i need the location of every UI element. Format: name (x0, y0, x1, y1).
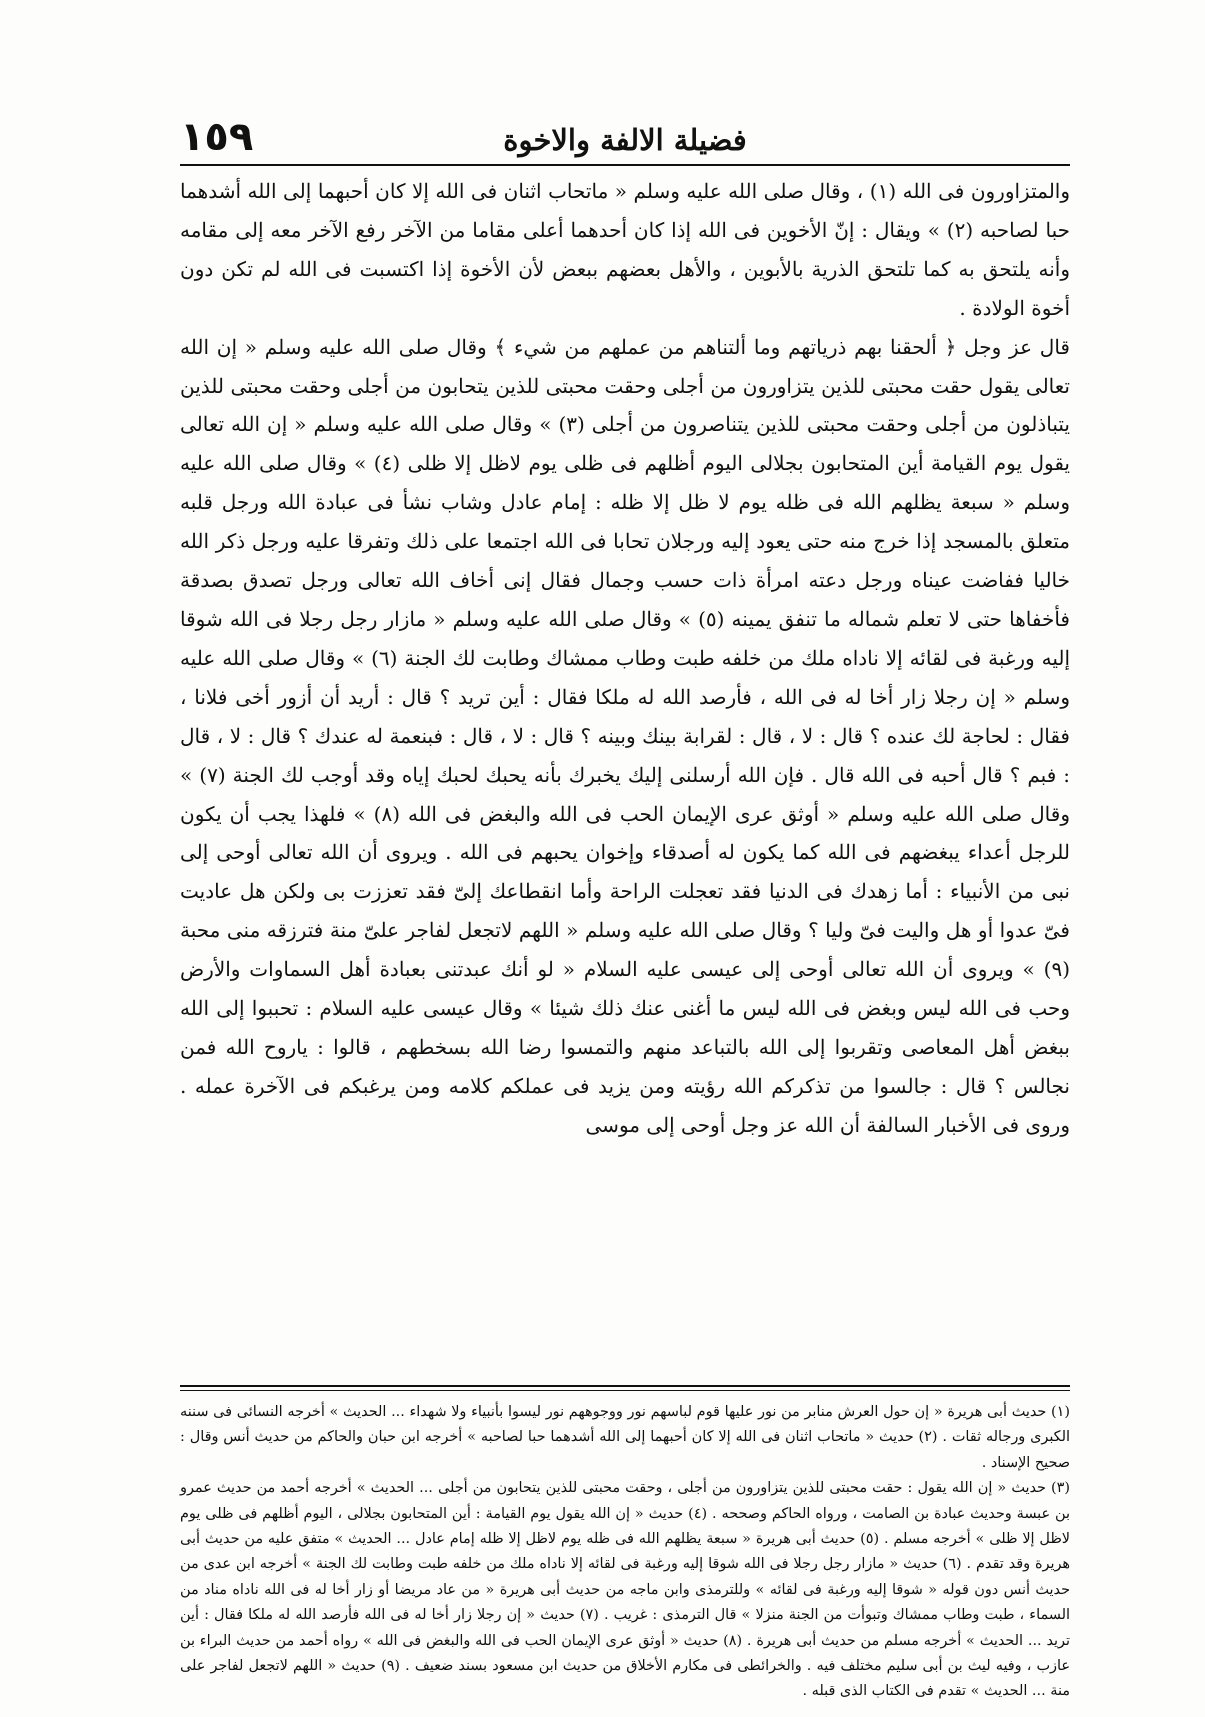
body-paragraph: والمتزاورون فى الله (١) ، وقال صلى الله عليه وسلم « ماتحاب اثنان فى الله إلا كان أحبهما إلى الله أشدهما حبا لصاحبه (٢) » ويقال : إنّ الأخوين فى الله إذا كان أحدهما أعلى مقاما من الآخر رفع الآخر معه إلى مقامه وأنه يلتحق به كما تلتحق الذرية بالأبوين ، والأهل بعضهم ببعض لأن الأخوة إذا اكتسبت فى الله لم تكن دون أخوة الولادة . (180, 179, 1070, 320)
page-title: فضيلة الالفة والاخوة (503, 123, 747, 157)
header-rule (180, 164, 1070, 166)
page-header (180, 114, 1070, 160)
page-number: ١٥٩ (180, 114, 254, 160)
footnotes (180, 1400, 1070, 1705)
body-paragraph: قال عز وجل ﴿ ألحقنا بهم ذرياتهم وما ألتناهم من عملهم من شيء ﴾ وقال صلى الله عليه وسلم « إن الله تعالى يقول حقت محبتى للذين يتزاورون من أجلى وحقت محبتى للذين يتحابون من أجلى وحقت محبتى للذين يتباذلون من أجلى وحقت محبتى للذين يتناصرون من أجلى (٣) » وقال صلى الله عليه وسلم « إن الله تعالى يقول يوم القيامة أين المتحابون بجلالى اليوم أظلهم فى ظلى يوم لاظل إلا ظلى (٤) » وقال صلى الله عليه وسلم « سبعة يظلهم الله فى ظله يوم لا ظل إلا ظله : إمام عادل وشاب نشأ فى عبادة الله ورجل قلبه متعلق بالمسجد إذا خرج منه حتى يعود إليه ورجلان تحابا فى الله اجتمعا على ذلك وتفرقا عليه ورجل ذكر الله خاليا ففاضت عيناه ورجل دعته امرأة ذات حسب وجمال فقال إنى أخاف الله تعالى ورجل تصدق بصدقة فأخفاها حتى لا تعلم شماله ما تنفق يمينه (٥) » وقال صلى الله عليه وسلم « مازار رجل رجلا فى الله شوقا إليه ورغبة فى لقائه إلا ناداه ملك من خلفه طبت وطاب ممشاك وطابت لك الجنة (٦) » وقال صلى الله عليه وسلم « إن رجلا زار أخا له فى الله ، فأرصد الله له ملكا فقال : أين تريد ؟ قال : أريد أن أزور أخى فلانا ، فقال : لحاجة لك عنده ؟ قال : لا ، قال : لقرابة بينك وبينه ؟ قال : لا ، قال : فبنعمة له عندك ؟ قال : لا ، قال : فبم ؟ قال أحبه فى الله قال . فإن الله أرسلنى إليك يخبرك بأنه يحبك لحبك إياه وقد أوجب لك الجنة (٧) » وقال صلى الله عليه وسلم « أوثق عرى الإيمان الحب فى الله والبغض فى الله (٨) » فلهذا يجب أن يكون للرجل أعداء يبغضهم فى الله كما يكون له أصدقاء وإخوان يحبهم فى الله . ويروى أن الله تعالى أوحى إلى نبى من الأنبياء : أما زهدك فى الدنيا فقد تعجلت الراحة وأما انقطاعك إلىّ فقد تعززت بى ولكن هل عاديت فىّ عدوا أو هل واليت فىّ وليا ؟ وقال صلى الله عليه وسلم « اللهم لاتجعل لفاجر علىّ منة فترزقه منى محبة (٩) » ويروى أن الله تعالى أوحى إلى عيسى عليه السلام « لو أنك عبدتنى بعبادة أهل السماوات والأرض وحب فى الله ليس وبغض فى الله ليس ما أغنى عنك ذلك شيئا » وقال عيسى عليه السلام : تحببوا إلى الله ببغض أهل المعاصى وتقربوا إلى الله بالتباعد منهم والتمسوا رضا الله بسخطهم ، قالوا : ياروح الله فمن نجالس ؟ قال : جالسوا من تذكركم الله رؤيته ومن يزيد فى عملكم كلامه ومن يرغبكم فى الآخرة عمله . وروى فى الأخبار السالفة أن الله عز وجل أوحى إلى موسى (180, 334, 1071, 1137)
footnote: (١) حديث أبى هريرة « إن حول العرش منابر من نور عليها قوم لباسهم نور ووجوههم نور ليسوا بأنبياء ولا شهداء ... الحديث » أخرجه النسائى فى سننه الكبرى ورجاله ثقات . (٢) حديث « ماتحاب اثنان فى الله إلا كان أحبهما إلى الله أشدهما حبا لصاحبه » أخرجه ابن حبان والحاكم من حديث أنس وقال : صحيح الإسناد . (180, 1404, 1070, 1471)
footnote-rule (180, 1385, 1070, 1387)
main-text (180, 172, 1070, 1145)
footnote: (٣) حديث « إن الله يقول : حقت محبتى للذين يتزاورون من أجلى ، وحقت محبتى للذين يتحابون من أجلى ... الحديث » أخرجه أحمد من حديث عمرو بن عبسة وحديث عبادة بن الصامت ، ورواه الحاكم وصححه . (٤) حديث « إن الله يقول يوم القيامة : أين المتحابون بجلالى ، اليوم أظلهم فى ظلى يوم لاظل إلا ظلى » أخرجه مسلم . (٥) حديث أبى هريرة « سبعة يظلهم الله فى ظله يوم لاظل إلا ظله إمام عادل ... الحديث » متفق عليه من حديث أبى هريرة وقد تقدم . (٦) حديث « مازار رجل رجلا فى الله شوقا إليه ورغبة فى لقائه إلا ناداه ملك من خلفه طبت وطابت لك الجنة » أخرجه ابن عدى من حديث أنس دون قوله « شوقا إليه ورغبة فى لقائه » وللترمذى وابن ماجه من حديث أبى هريرة « من عاد مريضا أو زار أخا له فى الله ناداه مناد من السماء ، طبت وطاب ممشاك وتبوأت من الجنة منزلا » قال الترمذى : غريب . (٧) حديث « إن رجلا زار أخا له فى الله فأرصد الله له ملكا فقال : أين تريد ... الحديث » أخرجه مسلم من حديث أبى هريرة . (٨) حديث « أوثق عرى الإيمان الحب فى الله والبغض فى الله » رواه أحمد من حديث البراء بن عازب ، وفيه ليث بن أبى سليم مختلف فيه . والخرائطى فى مكارم الأخلاق من حديث ابن مسعود بسند ضعيف . (٩) حديث « اللهم لاتجعل لفاجر على منة ... الحديث » تقدم فى الكتاب الذى قبله . (180, 1480, 1070, 1700)
